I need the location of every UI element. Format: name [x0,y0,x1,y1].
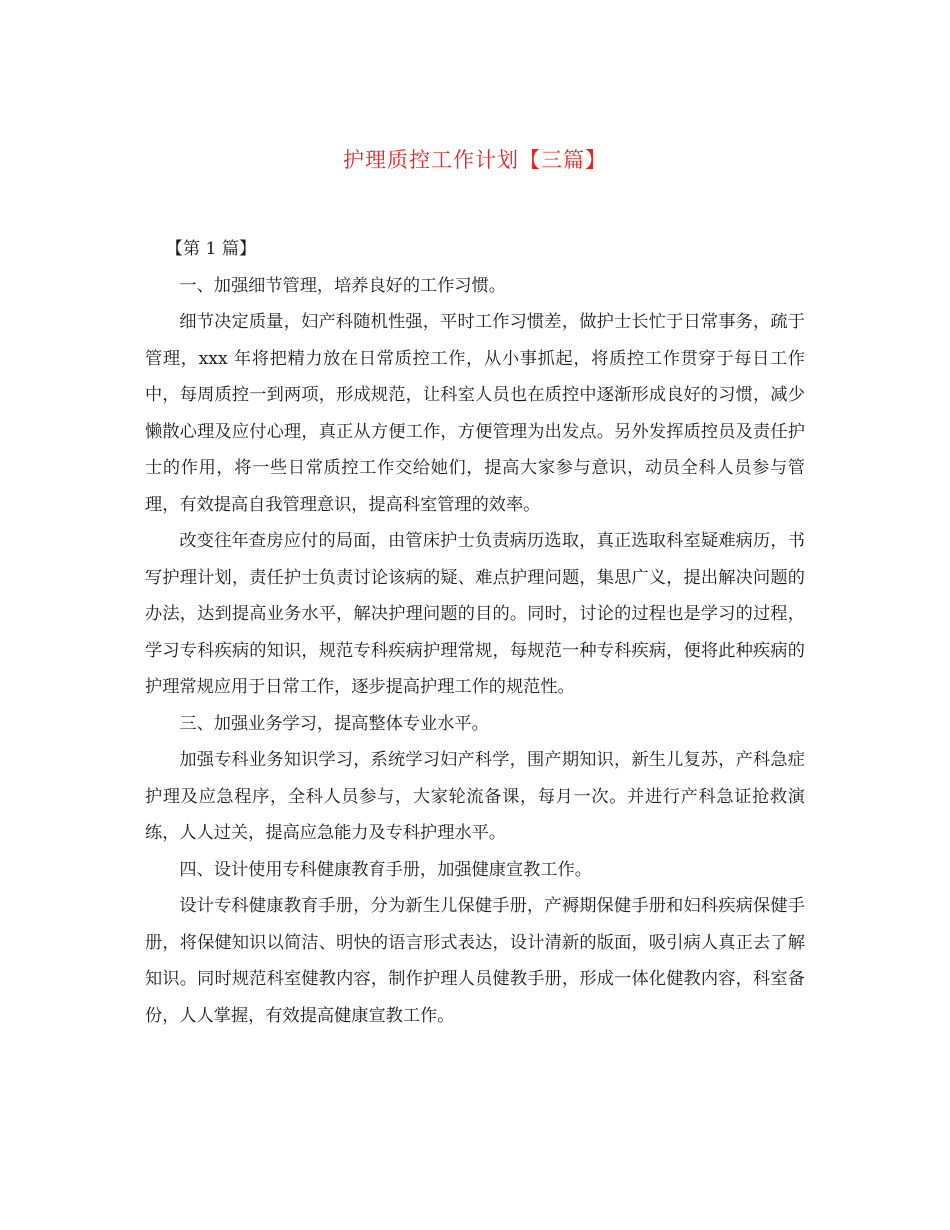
heading-1: 一、加强细节管理，培养良好的工作习惯。 [179,275,506,296]
paragraph-1: 细节决定质量，妇产科随机性强，平时工作习惯差，做护士长忙于日常事务，疏于管理，xxx 年将把精力放在日常质控工作，从小事抓起，将质控工作贯穿于每日工作中，每周质控一到两项，形成规范，让科室人员也在质控中逐渐形成良好的习惯，减少懒散心理及应付心理，真正从方便工作，方便管理为出发点。另外发挥质控员及责任护士的作用，将一些日常质控工作交给她们，提高大家参与意识，动员全科人员参与管理，有效提高自我管理意识，提高科室管理的效率。 [145,312,805,515]
paragraph-4: 设计专科健康教育手册，分为新生儿保健手册，产褥期保健手册和妇科疾病保健手册，将保健知识以简洁、明快的语言形式表达，设计清新的版面，吸引病人真正去了解知识。同时规范科室健教内容，制作护理人员健教手册，形成一体化健教内容，科室备份，人人掌握，有效提高健康宣教工作。 [145,896,805,1026]
section-label: 【第 1 篇】 [165,239,257,259]
heading-3: 三、加强业务学习，提高整体专业水平。 [179,713,489,734]
document-title: 护理质控工作计划【三篇】 [343,148,607,172]
heading-4: 四、设计使用专科健康教育手册，加强健康宣教工作。 [179,859,592,880]
paragraph-2: 改变往年查房应付的局面，由管床护士负责病历选取，真正选取科室疑难病历，书写护理计划，责任护士负责讨论该病的疑、难点护理问题，集思广义，提出解决问题的办法，达到提高业务水平，解决护理问题的目的。同时，讨论的过程也是学习的过程，学习专科疾病的知识，规范专科疾病护理常规，每规范一种专科疾病，便将此种疾病的护理常规应用于日常工作，逐步提高护理工作的规范性。 [145,531,805,697]
paragraph-3: 加强专科业务知识学习，系统学习妇产科学，围产期知识，新生儿复苏，产科急症护理及应急程序，全科人员参与，大家轮流备课，每月一次。并进行产科急证抢救演练，人人过关，提高应急能力及专科护理水平。 [145,750,805,843]
document-body [145,231,805,1034]
